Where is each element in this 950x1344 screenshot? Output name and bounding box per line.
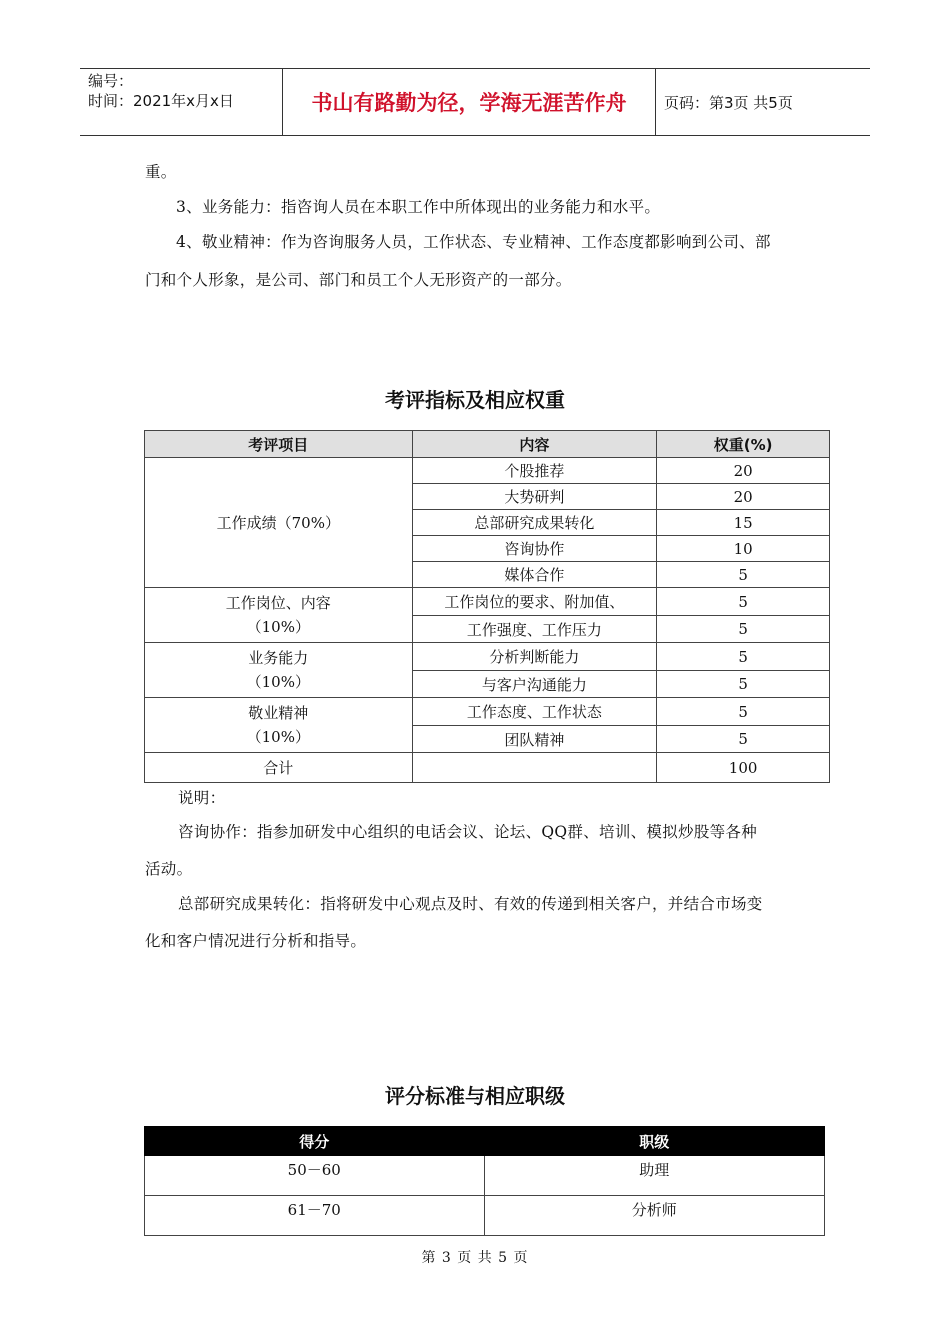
weight-cell: 20 xyxy=(657,458,830,484)
content-cell: 总部研究成果转化 xyxy=(412,510,657,536)
time-label: 时间：2021年x月x日 xyxy=(88,92,234,110)
content-cell: 个股推荐 xyxy=(412,458,657,484)
table-row xyxy=(145,698,830,726)
col-header-item: 考评项目 xyxy=(145,431,413,458)
content-cell: 分析判断能力 xyxy=(412,643,657,671)
paragraph-fragment: 重。 xyxy=(145,163,177,181)
weight-cell: 15 xyxy=(657,510,830,536)
paragraph-dedication-line1: 4、敬业精神：作为咨询服务人员，工作状态、专业精神、工作态度都影响到公司、部 xyxy=(176,233,771,251)
content-cell: 与客户沟通能力 xyxy=(412,671,657,698)
table1-title: 考评指标及相应权重 xyxy=(385,388,565,412)
weight-cell: 5 xyxy=(657,562,830,588)
weight-cell: 10 xyxy=(657,536,830,562)
note-research-line1: 总部研究成果转化：指将研发中心观点及时、有效的传递到相关客户，并结合市场变 xyxy=(178,895,763,913)
table-row xyxy=(145,588,830,616)
group-label-percent: （10%） xyxy=(246,728,310,746)
note-consult-line2: 活动。 xyxy=(145,860,193,878)
note-consult-line1: 咨询协作：指参加研发中心组织的电话会议、论坛、QQ群、培训、模拟炒股等各种 xyxy=(178,823,758,841)
group-label-percent: （10%） xyxy=(246,673,310,691)
group-label: 工作成绩（70%） xyxy=(145,458,413,588)
group-label xyxy=(145,643,413,698)
paragraph-ability: 3、业务能力：指咨询人员在本职工作中所体现出的业务能力和水平。 xyxy=(176,198,661,216)
score-cell: 61－70 xyxy=(145,1196,485,1236)
table-header-row xyxy=(145,431,830,458)
page-header xyxy=(80,68,870,136)
grading-table xyxy=(144,1126,825,1236)
table-row xyxy=(145,458,830,484)
weight-cell: 5 xyxy=(657,588,830,616)
level-cell: 分析师 xyxy=(484,1196,825,1236)
score-cell: 50－60 xyxy=(145,1156,485,1196)
weights-table xyxy=(144,430,830,783)
total-row xyxy=(145,753,830,783)
level-cell: 助理 xyxy=(484,1156,825,1196)
weight-cell: 5 xyxy=(657,671,830,698)
header-motto: 书山有路勤为径，学海无涯苦作舟 xyxy=(282,69,656,135)
col-header-weight: 权重(%) xyxy=(657,431,830,458)
table2-title: 评分标准与相应职级 xyxy=(385,1084,565,1108)
table-row xyxy=(145,1156,825,1196)
content-cell: 大势研判 xyxy=(412,484,657,510)
note-research-line2: 化和客户情况进行分析和指导。 xyxy=(145,932,367,950)
weight-cell: 5 xyxy=(657,616,830,643)
total-value: 100 xyxy=(657,753,830,783)
table-row xyxy=(145,1196,825,1236)
content-cell: 媒体合作 xyxy=(412,562,657,588)
header-meta xyxy=(88,71,282,111)
total-label: 合计 xyxy=(145,753,413,783)
group-label-name: 业务能力 xyxy=(248,649,309,667)
page-footer: 第 3 页 共 5 页 xyxy=(421,1250,529,1266)
table-header-row xyxy=(145,1127,825,1156)
weight-cell: 5 xyxy=(657,698,830,726)
total-content-empty xyxy=(412,753,657,783)
content-cell: 团队精神 xyxy=(412,726,657,753)
content-cell: 工作岗位的要求、附加值、 xyxy=(412,588,657,616)
group-label-name: 敬业精神 xyxy=(248,704,309,722)
col-header-score: 得分 xyxy=(145,1127,485,1156)
notes-label: 说明： xyxy=(178,789,226,807)
number-label: 编号： xyxy=(88,72,134,90)
group-label xyxy=(145,588,413,643)
weight-cell: 20 xyxy=(657,484,830,510)
weight-cell: 5 xyxy=(657,643,830,671)
group-label-percent: （10%） xyxy=(246,618,310,636)
col-header-content: 内容 xyxy=(412,431,657,458)
group-label xyxy=(145,698,413,753)
group-label-name: 工作岗位、内容 xyxy=(225,594,331,612)
paragraph-dedication-line2: 门和个人形象，是公司、部门和员工个人无形资产的一部分。 xyxy=(145,271,572,289)
page-label: 页码：第3页 共5页 xyxy=(664,94,793,112)
content-cell: 咨询协作 xyxy=(412,536,657,562)
content-cell: 工作态度、工作状态 xyxy=(412,698,657,726)
col-header-level: 职级 xyxy=(484,1127,825,1156)
table-row xyxy=(145,643,830,671)
weight-cell: 5 xyxy=(657,726,830,753)
content-cell: 工作强度、工作压力 xyxy=(412,616,657,643)
